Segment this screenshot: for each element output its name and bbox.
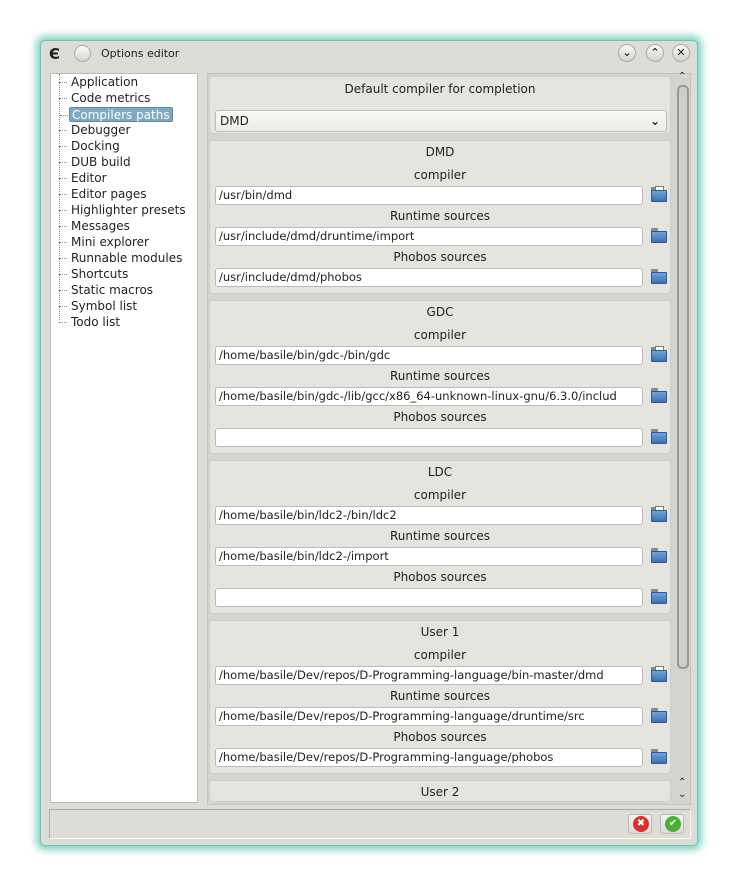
group-title: LDC <box>427 465 453 479</box>
app-icon: Є <box>49 45 61 63</box>
options-editor-window <box>40 40 698 846</box>
folder-icon <box>651 670 667 682</box>
folder-icon <box>651 350 667 362</box>
vertical-scrollbar[interactable] <box>675 71 691 807</box>
scroll-down-icon[interactable]: ⌄ <box>678 789 687 800</box>
compiler-path-input[interactable]: /home/basile/Dev/repos/D-Programming-language/bin-master/dmd <box>215 666 643 685</box>
scrollbar-thumb[interactable] <box>677 85 689 669</box>
folder-icon <box>651 432 667 444</box>
group-title: DMD <box>425 145 455 159</box>
check-icon: ✔ <box>665 816 681 832</box>
runtime-label: Runtime sources <box>389 529 491 543</box>
tree-item[interactable]: Symbol list <box>71 299 138 313</box>
folder-icon <box>651 272 667 284</box>
button-bar <box>49 809 691 839</box>
browse-runtime-button[interactable] <box>650 707 668 725</box>
minimize-button[interactable]: ⌄ <box>618 44 636 62</box>
group-title: GDC <box>426 305 454 319</box>
runtime-path-input[interactable]: /home/basile/bin/gdc-/lib/gcc/x86_64-unknown-linux-gnu/6.3.0/includ <box>215 387 643 406</box>
cancel-button[interactable] <box>628 814 652 834</box>
browse-phobos-button[interactable] <box>650 268 668 286</box>
browse-phobos-button[interactable] <box>650 428 668 446</box>
folder-icon <box>651 551 667 563</box>
tree-item[interactable]: Compilers paths <box>69 107 173 122</box>
tree-item[interactable]: Docking <box>71 139 120 153</box>
tree-item[interactable]: Static macros <box>71 283 154 297</box>
browse-phobos-button[interactable] <box>650 588 668 606</box>
compiler-group <box>209 300 671 454</box>
folder-icon <box>651 510 667 522</box>
phobos-path-input[interactable]: /usr/include/dmd/phobos <box>215 268 643 287</box>
window-title: Options editor <box>101 47 180 60</box>
compiler-label: compiler <box>413 328 467 342</box>
tree-item[interactable]: Editor <box>71 171 107 185</box>
compiler-label: compiler <box>413 168 467 182</box>
tree-item[interactable]: Editor pages <box>71 187 147 201</box>
close-button[interactable]: ✕ <box>672 44 690 62</box>
default-compiler-label: Default compiler for completion <box>344 82 536 96</box>
compiler-group <box>209 460 671 614</box>
default-compiler-group <box>209 76 671 134</box>
group-title: User 1 <box>420 625 460 639</box>
browse-compiler-button[interactable] <box>650 506 668 524</box>
compiler-path-input[interactable]: /home/basile/bin/ldc2-/bin/ldc2 <box>215 506 643 525</box>
phobos-path-input[interactable]: /home/basile/Dev/repos/D-Programming-language/phobos <box>215 748 643 767</box>
folder-icon <box>651 190 667 202</box>
browse-phobos-button[interactable] <box>650 748 668 766</box>
runtime-path-input[interactable]: /usr/include/dmd/druntime/import <box>215 227 643 246</box>
folder-icon <box>651 592 667 604</box>
compiler-group <box>209 140 671 294</box>
runtime-label: Runtime sources <box>389 689 491 703</box>
browse-runtime-button[interactable] <box>650 547 668 565</box>
tree-item[interactable]: Debugger <box>71 123 131 137</box>
tree-item[interactable]: Mini explorer <box>71 235 149 249</box>
compiler-label: compiler <box>413 488 467 502</box>
scroll-up-icon[interactable]: ⌃ <box>678 777 687 788</box>
compiler-path-input[interactable]: /home/basile/bin/gdc-/bin/gdc <box>215 346 643 365</box>
runtime-label: Runtime sources <box>389 369 491 383</box>
folder-icon <box>651 752 667 764</box>
scroll-up-icon[interactable]: ⌃ <box>678 71 687 82</box>
title-bar <box>41 41 697 67</box>
tree-item[interactable]: Todo list <box>71 315 121 329</box>
phobos-label: Phobos sources <box>393 730 487 744</box>
phobos-path-input[interactable] <box>215 588 643 607</box>
compiler-path-input[interactable]: /usr/bin/dmd <box>215 186 643 205</box>
browse-compiler-button[interactable] <box>650 346 668 364</box>
folder-icon <box>651 231 667 243</box>
phobos-label: Phobos sources <box>393 250 487 264</box>
ok-button[interactable] <box>660 814 684 834</box>
options-scroll-area[interactable] <box>207 73 691 805</box>
compiler-group <box>209 780 671 802</box>
runtime-label: Runtime sources <box>389 209 491 223</box>
folder-icon <box>651 391 667 403</box>
tree-item[interactable]: Code metrics <box>71 91 151 105</box>
browse-compiler-button[interactable] <box>650 666 668 684</box>
phobos-label: Phobos sources <box>393 570 487 584</box>
category-tree[interactable] <box>50 73 198 803</box>
browse-runtime-button[interactable] <box>650 227 668 245</box>
selected-value: DMD <box>220 114 249 128</box>
chevron-down-icon: ⌄ <box>649 114 660 128</box>
pin-button[interactable] <box>74 45 91 62</box>
default-compiler-select[interactable] <box>215 110 667 132</box>
runtime-path-input[interactable]: /home/basile/Dev/repos/D-Programming-language/druntime/src <box>215 707 643 726</box>
compiler-label: compiler <box>413 648 467 662</box>
runtime-path-input[interactable]: /home/basile/bin/ldc2-/import <box>215 547 643 566</box>
compiler-group <box>209 620 671 774</box>
browse-runtime-button[interactable] <box>650 387 668 405</box>
maximize-button[interactable]: ⌃ <box>646 44 664 62</box>
folder-icon <box>651 711 667 723</box>
cancel-icon: ✖ <box>633 816 649 832</box>
phobos-path-input[interactable] <box>215 428 643 447</box>
tree-item[interactable]: Runnable modules <box>71 251 183 265</box>
phobos-label: Phobos sources <box>393 410 487 424</box>
tree-item[interactable]: Highlighter presets <box>71 203 186 217</box>
browse-compiler-button[interactable] <box>650 186 668 204</box>
tree-item[interactable]: Application <box>71 75 139 89</box>
tree-item[interactable]: Messages <box>71 219 130 233</box>
tree-line <box>59 74 60 320</box>
tree-item[interactable]: Shortcuts <box>71 267 129 281</box>
tree-item[interactable]: DUB build <box>71 155 131 169</box>
group-title: User 2 <box>420 785 460 799</box>
